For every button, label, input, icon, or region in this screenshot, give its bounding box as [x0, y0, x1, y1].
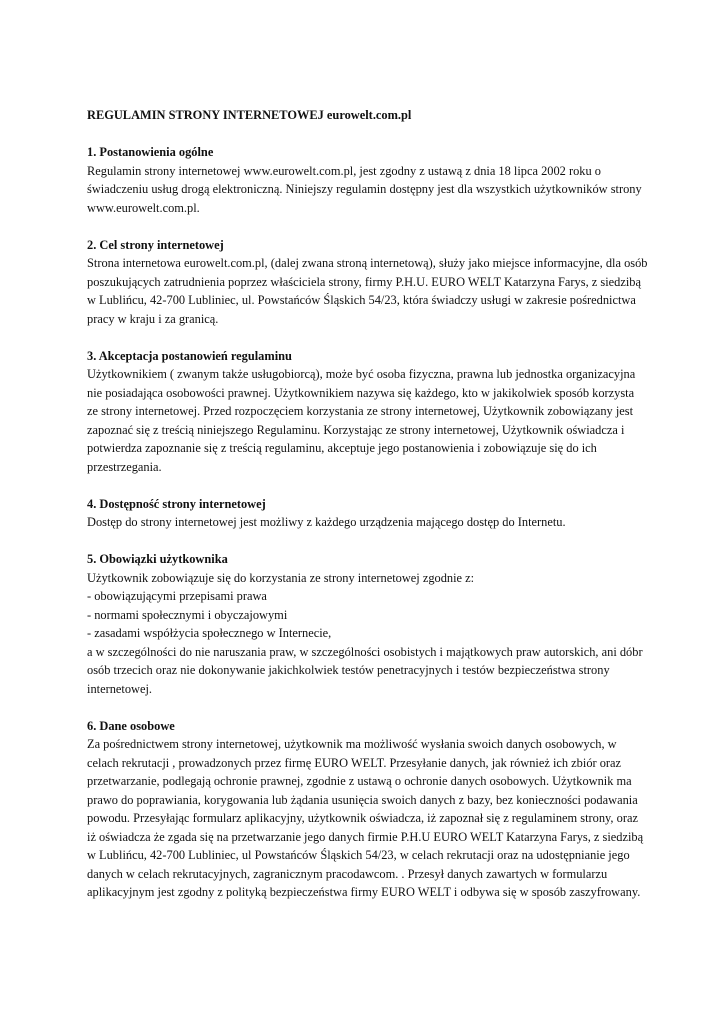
- paragraph-line: prawo do poprawiania, korygowania lub żądania usunięcia swoich danych z bazy, bez konieczności podawania: [87, 792, 638, 807]
- section-general-provisions: [87, 143, 647, 217]
- section-heading: 2. Cel strony internetowej: [87, 237, 224, 252]
- section-heading: 3. Akceptacja postanowień regulaminu: [87, 348, 292, 363]
- paragraph-line: Strona internetowa eurowelt.com.pl, (dalej zwana stroną internetową), służy jako miejsce informacyjne, dla osób: [87, 256, 648, 270]
- paragraph-line: zapoznać się z treścią niniejszego Regulaminu. Korzystając ze strony internetowej, Użytkownik oświadcza i: [87, 422, 625, 437]
- section-personal-data: [87, 717, 647, 902]
- paragraph-line: iż oświadcza że zgada się na przetwarzanie jego danych firmie P.H.U EURO WELT Katarzyna Farys, z siedzibą: [87, 829, 644, 844]
- paragraph-line: przetwarzanie, podlegają ochronie prawnej, zgodnie z ustawą o ochronie danych osobowych. Użytkownik ma: [87, 774, 632, 788]
- paragraph-line: a w szczególności do nie naruszania praw, w szczególności osobistych i majątkowych praw autorskich, ani dóbr: [87, 644, 643, 659]
- document-title: REGULAMIN STRONY INTERNETOWEJ eurowelt.com.pl: [87, 108, 412, 122]
- section-heading: 6. Dane osobowe: [87, 718, 175, 733]
- paragraph-line: osób trzecich oraz nie dokonywanie jakichkolwiek testów penetracyjnych i testów bezpieczeństwa strony: [87, 663, 610, 677]
- paragraph-line: www.eurowelt.com.pl.: [87, 200, 200, 215]
- section-heading: 1. Postanowienia ogólne: [87, 145, 214, 159]
- section-acceptance: [87, 347, 647, 477]
- paragraph-line: poszukujących zatrudnienia poprzez właściciela strony, firmy P.H.U. EURO WELT Katarzyna Farys, z siedzibą: [87, 274, 641, 289]
- list-item: - normami społecznymi i obyczajowymi: [87, 607, 288, 622]
- section-heading: 5. Obowiązki użytkownika: [87, 552, 228, 566]
- paragraph-line: w Lublińcu, 42-700 Lubliniec, ul Powstańców Śląskich 54/23, w celach rekrutacji oraz na udostępnianie jego: [87, 848, 630, 862]
- paragraph-line: ze strony internetowej. Przed rozpoczęciem korzystania ze strony internetowej, Użytkownik zobowiązany jest: [87, 404, 634, 418]
- paragraph-line: pracy w kraju i za granicą.: [87, 311, 219, 326]
- list-item: - zasadami współżycia społecznego w Internecie,: [87, 626, 332, 640]
- section-availability: [87, 495, 647, 532]
- paragraph-line: nie posiadająca osobowości prawnej. Użytkownikiem nazywa się każdego, kto w jakikolwiek sposób korzysta: [87, 385, 635, 400]
- paragraph-line: aplikacyjnym jest zgodny z polityką bezpieczeństwa firmy EURO WELT i odbywa się w sposób zaszyfrowany.: [87, 885, 641, 899]
- paragraph-line: potwierdza zapoznanie się z treścią regulaminu, akceptuje jego postanowienia i zobowiązuje się do ich: [87, 441, 597, 455]
- paragraph-line: Dostęp do strony internetowej jest możliwy z każdego urządzenia mającego dostęp do Internetu.: [87, 515, 566, 529]
- paragraph-line: powodu. Przesyłając formularz aplikacyjny, użytkownik oświadcza, iż zapoznał się z regulaminem strony, oraz: [87, 811, 638, 825]
- paragraph-line: Za pośrednictwem strony internetowej, użytkownik ma możliwość wysłania swoich danych osobowych, w: [87, 737, 617, 751]
- list-item: - obowiązującymi przepisami prawa: [87, 589, 267, 603]
- document-page: [87, 106, 647, 920]
- paragraph-line: Użytkownik zobowiązuje się do korzystania ze strony internetowej zgodnie z:: [87, 570, 475, 585]
- paragraph-line: celach rekrutacji , prowadzonych przez firmę EURO WELT. Przesyłanie danych, jak również ich zbiór oraz: [87, 755, 622, 770]
- paragraph-line: internetowej.: [87, 681, 153, 696]
- paragraph-line: Regulamin strony internetowej www.eurowelt.com.pl, jest zgodny z ustawą z dnia 18 lipca 2002 roku o: [87, 163, 601, 178]
- paragraph-line: przestrzegania.: [87, 459, 162, 474]
- paragraph-line: Użytkownikiem ( zwanym także usługobiorcą), może być osoba fizyczna, prawna lub jednostka organizacyjna: [87, 367, 636, 381]
- paragraph-line: świadczeniu usług drogą elektroniczną. Niniejszy regulamin dostępny jest dla wszystkich użytkowników strony: [87, 182, 642, 196]
- section-user-obligations: [87, 550, 647, 698]
- section-heading: 4. Dostępność strony internetowej: [87, 496, 266, 511]
- paragraph-line: danych w celach rekrutacyjnych, zagranicznym pracodawcom. . Przesył danych zawartych w formularzu: [87, 866, 608, 881]
- paragraph-line: w Lublińcu, 42-700 Lubliniec, ul. Powstańców Śląskich 54/23, która świadczy usługi w zakresie pośrednictwa: [87, 293, 636, 307]
- section-website-purpose: [87, 236, 647, 329]
